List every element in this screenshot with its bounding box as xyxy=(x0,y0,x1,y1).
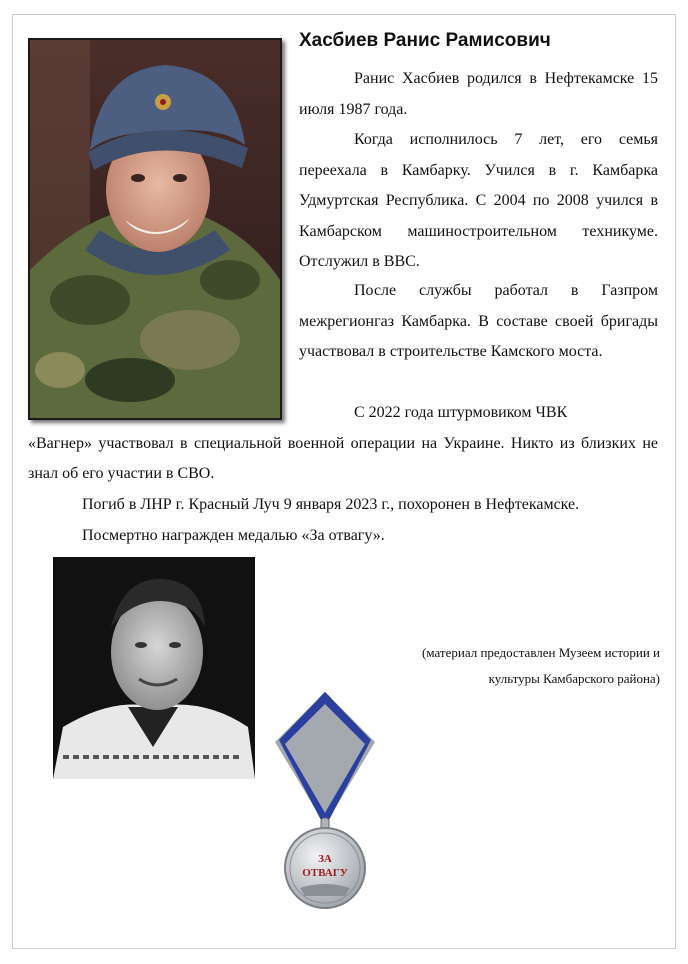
source-credit xyxy=(360,640,660,692)
medal-text-line1: ЗА xyxy=(318,853,332,865)
soldier-photo-image xyxy=(30,40,280,418)
paragraph-service-lead: С 2022 года штурмовиком ЧВК xyxy=(354,404,568,421)
paragraph-death: Погиб в ЛНР г. Красный Луч 9 января 2023 г., похоронен в Нефтекамске. xyxy=(82,496,580,513)
paragraph-award: Посмертно награжден медалью «За отвагу». xyxy=(82,527,385,544)
page-title: Хасбиев Ранис Рамисович xyxy=(299,30,551,51)
soldier-photo xyxy=(28,38,282,420)
medal-text-line2: ОТВАГУ xyxy=(302,867,348,879)
portrait-photo xyxy=(53,557,255,779)
portrait-photo-image xyxy=(53,557,255,779)
medal-for-courage xyxy=(270,690,380,910)
source-credit-line2: культуры Камбарского района) xyxy=(488,671,660,686)
paragraph-service-rest: «Вагнер» участвовал в специальной военной операции на Украине. Никто из близких не знал об его участии в СВО. xyxy=(28,434,658,482)
source-credit-line1: (материал предоставлен Музеем истории и xyxy=(422,645,660,660)
medal-image xyxy=(270,690,380,910)
paragraph-education: Когда исполнилось 7 лет, его семья переехала в Камбарку. Учился в г. Камбарка Удмуртская Республика. С 2004 по 2008 учился в Камбарском машиностроительном техникуме. Отслужил в ВВС. xyxy=(299,131,658,270)
paragraph-work: После службы работал в Газпром межрегионгаз Камбарка. В составе своей бригады участвовал в строительстве Камского моста. xyxy=(299,282,658,360)
paragraph-birth: Ранис Хасбиев родился в Нефтекамске 15 июля 1987 года. xyxy=(299,70,658,118)
paragraph-service xyxy=(28,398,658,490)
